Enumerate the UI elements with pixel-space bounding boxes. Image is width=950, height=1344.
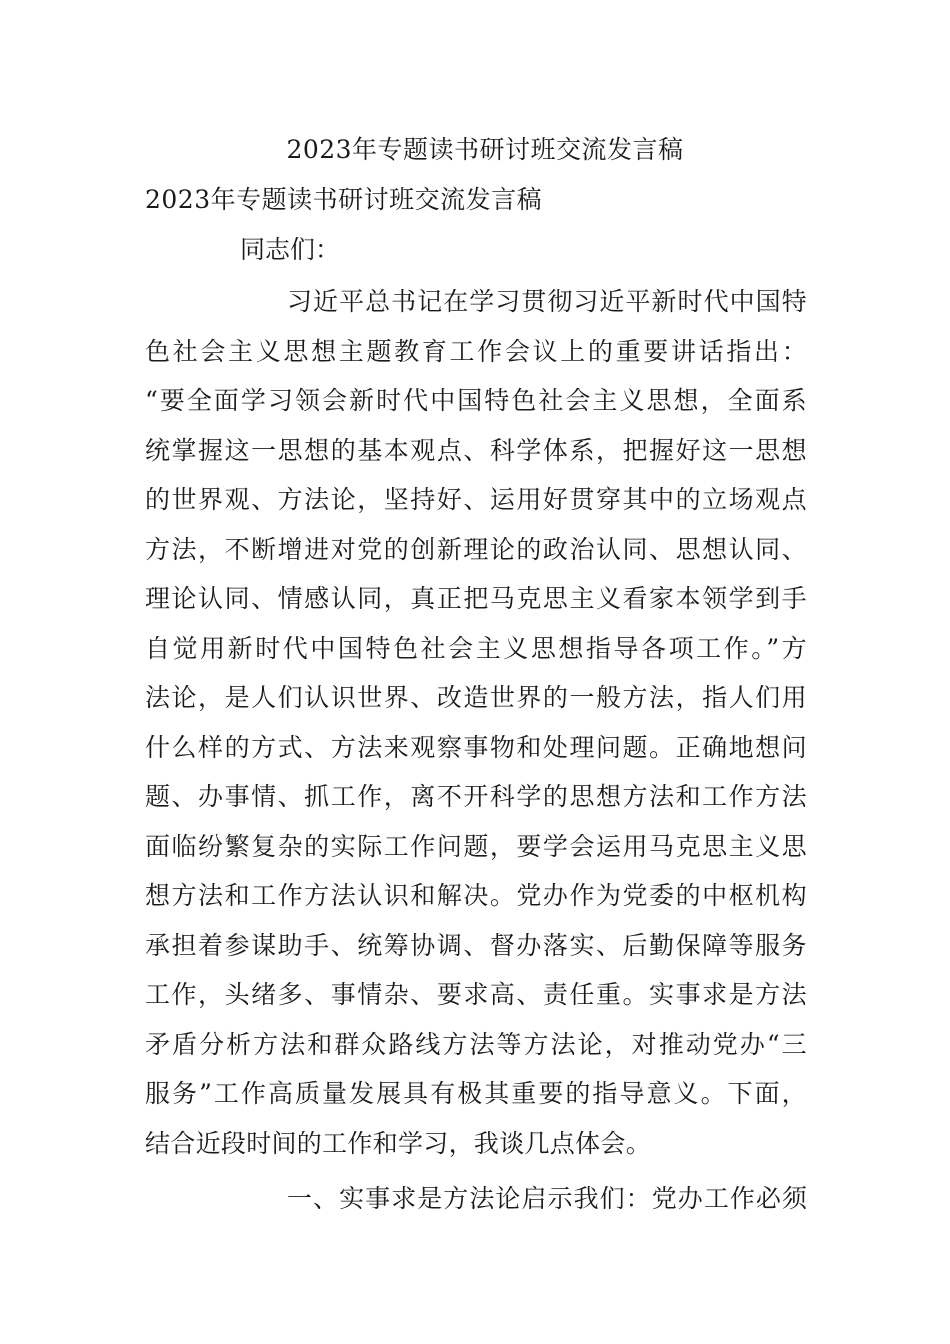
paragraph-line: 矛盾分析方法和群众路线方法等方法论，对推动党办“三 <box>145 1029 807 1059</box>
greeting: 同志们： <box>240 235 341 264</box>
paragraph-line: 什么样的方式、方法来观察事物和处理问题。正确地想问 <box>145 732 807 762</box>
paragraph-line: “要全面学习领会新时代中国特色社会主义思想，全面系 <box>145 386 807 415</box>
document-title: 2023年专题读书研讨班交流发言稿 <box>286 135 684 164</box>
paragraph-line: 统掌握这一思想的基本观点、科学体系，把握好这一思想 <box>145 435 807 465</box>
document-subtitle: 2023年专题读书研讨班交流发言稿 <box>145 185 543 214</box>
paragraph-line: 法论，是人们认识世界、改造世界的一般方法，指人们用 <box>145 683 807 712</box>
paragraph-line: 色社会主义思想主题教育工作会议上的重要讲话指出： <box>145 336 807 366</box>
paragraph-line: 方法，不断增进对党的创新理论的政治认同、思想认同、 <box>145 534 807 564</box>
paragraph-line: 自觉用新时代中国特色社会主义思想指导各项工作。”方 <box>145 633 807 663</box>
paragraph-line: 服务”工作高质量发展具有极其重要的指导意义。下面， <box>145 1079 807 1108</box>
section-heading: 一、实事求是方法论启示我们：党办工作必须 <box>287 1184 807 1213</box>
paragraph-line: 工作，头绪多、事情杂、要求高、责任重。实事求是方法 <box>145 980 807 1009</box>
body-paragraph <box>145 282 807 1229</box>
paragraph-line: 结合近段时间的工作和学习，我谈几点体会。 <box>145 1128 652 1158</box>
paragraph-line: 面临纷繁复杂的实际工作问题，要学会运用马克思主义思 <box>145 831 807 861</box>
paragraph-line: 的世界观、方法论，坚持好、运用好贯穿其中的立场观点 <box>145 485 807 514</box>
paragraph-line: 想方法和工作方法认识和解决。党办作为党委的中枢机构 <box>145 881 807 910</box>
paragraph-line: 承担着参谋助手、统筹协调、督办落实、后勤保障等服务 <box>145 930 807 960</box>
paragraph-line: 习近平总书记在学习贯彻习近平新时代中国特 <box>287 287 807 316</box>
paragraph-line: 理论认同、情感认同，真正把马克思主义看家本领学到手 <box>145 584 807 613</box>
paragraph-line: 题、办事情、抓工作，离不开科学的思想方法和工作方法 <box>145 782 807 811</box>
